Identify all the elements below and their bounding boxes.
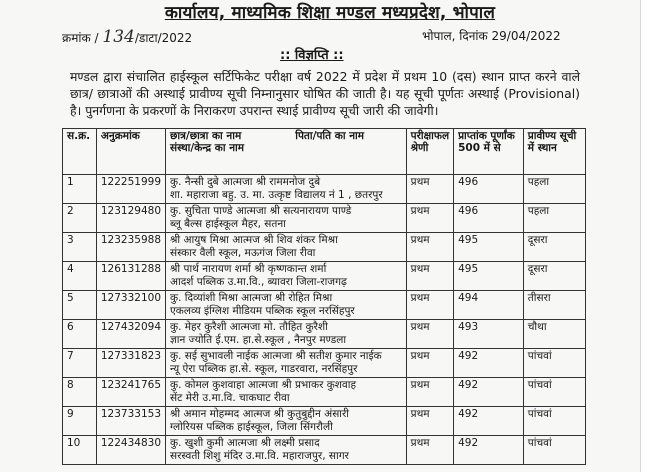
cell-category: प्रथम bbox=[406, 175, 453, 204]
cell-roll: 123733153 bbox=[96, 407, 165, 436]
cell-roll: 126131288 bbox=[96, 262, 165, 291]
table-row bbox=[63, 436, 586, 465]
header-guardian-name: पिता/पति का नाम bbox=[295, 130, 365, 142]
cell-marks: 492 bbox=[454, 436, 524, 465]
cell-rank: पांचवां bbox=[523, 349, 585, 378]
merit-list-body bbox=[63, 175, 586, 465]
cell-name: कु. कोमल कुशवाहा आत्मजा श्री प्रभाकर कुशवाह सेंट मेरी उ.मा.वि. चाकघाट रीवा bbox=[166, 378, 407, 407]
header-roll: अनुक्रमांक bbox=[96, 129, 165, 175]
cell-name: कु. सई सुभावली नाईक आत्मजा श्री सतीश कुमार नाईक न्यू ऐरा पब्लिक हा.से. स्कूल, गाडरवारा, नरसिंहपुर bbox=[166, 349, 407, 378]
cell-rank: चौथा bbox=[523, 320, 585, 349]
cell-marks: 492 bbox=[454, 407, 524, 436]
cell-name: श्री अमान मोहम्मद आत्मज श्री कुतुबुद्दीन अंसारी ग्लोरियस पब्लिक हाईस्कूल, जिला सिंगरौली bbox=[166, 407, 407, 436]
cell-roll: 127432094 bbox=[96, 320, 165, 349]
cell-name: कु. दिव्यांशी मिश्रा आत्मजा श्री रोहित मिश्रा एकलव्य इंग्लिश मीडियम पब्लिक स्कूल नरसिंहपुर bbox=[166, 291, 407, 320]
header-name bbox=[166, 129, 407, 175]
cell-sn: 4 bbox=[63, 262, 97, 291]
header-sn: स.क्र. bbox=[63, 129, 97, 175]
cell-name: श्री पार्थ नारायण शर्मा श्री कृष्णकान्त शर्मा आदर्श पब्लिक उ.मा.वि., ब्यावरा जिला-राजगढ़ bbox=[166, 262, 407, 291]
table-row bbox=[63, 262, 586, 291]
cell-rank: दूसरा bbox=[523, 262, 585, 291]
cell-category: प्रथम bbox=[406, 436, 453, 465]
cell-category: प्रथम bbox=[406, 262, 453, 291]
reference-handwritten-number: 134 bbox=[102, 27, 135, 47]
cell-name: कु. मेहर कुरैशी आत्मजा मो. तौहित कुरैशी ज्ञान ज्योति ई.एम. हा.से.स्कूल , नैनपुर मण्डला bbox=[166, 320, 407, 349]
cell-name: कु. सुचिता पाण्डे आत्मजा श्री सत्यनारायण पाण्डे ब्लू बैल्स हाईस्कूल मैहर, सतना bbox=[166, 204, 407, 233]
cell-sn: 2 bbox=[63, 204, 97, 233]
header-rank: प्रावीण्य सूची में स्थान bbox=[523, 129, 585, 175]
header-category: परीक्षाफल श्रेणी bbox=[406, 129, 453, 175]
cell-name: कु. खुशी कुमी आत्मजा श्री लक्ष्मी प्रसाद सरस्वती शिशु मंदिर उ.मा.वि. महाराजपुर, सागर bbox=[166, 436, 407, 465]
cell-roll: 127332100 bbox=[96, 291, 165, 320]
cell-marks: 493 bbox=[454, 320, 524, 349]
right-gutter bbox=[640, 0, 654, 472]
notice-title: :: विज्ञप्ति :: bbox=[280, 48, 344, 63]
place-date: भोपाल, दिनांक 29/04/2022 bbox=[422, 29, 561, 43]
header-school-name: संस्था/केन्द्र का नाम bbox=[170, 142, 245, 154]
reference-number: क्रमांक / 134/डाटा/2022 bbox=[62, 27, 193, 47]
cell-sn: 7 bbox=[63, 349, 97, 378]
table-row bbox=[63, 204, 586, 233]
cell-sn: 9 bbox=[63, 407, 97, 436]
table-header-row bbox=[63, 129, 586, 175]
cell-roll: 123129480 bbox=[96, 204, 165, 233]
cell-rank: दूसरा bbox=[523, 233, 585, 262]
cell-roll: 127331823 bbox=[96, 349, 165, 378]
table-row bbox=[63, 378, 586, 407]
cell-name: श्री आयुष मिश्रा आत्मज श्री शिव शंकर मिश्रा संस्कार वैली स्कूल, मऊगंज जिला रीवा bbox=[166, 233, 407, 262]
table-row bbox=[63, 233, 586, 262]
table-row bbox=[63, 407, 586, 436]
cell-name: कु. नैन्सी दुबे आत्मजा श्री राममनोज दुबे शा. महाराजा बहु. उ. मा. उत्कृष्ट विद्यालय नं 1 , छतरपुर bbox=[166, 175, 407, 204]
cell-sn: 1 bbox=[63, 175, 97, 204]
cell-category: प्रथम bbox=[406, 378, 453, 407]
cell-marks: 496 bbox=[454, 175, 524, 204]
cell-marks: 492 bbox=[454, 378, 524, 407]
cell-sn: 10 bbox=[63, 436, 97, 465]
cell-sn: 5 bbox=[63, 291, 97, 320]
cell-marks: 495 bbox=[454, 262, 524, 291]
cell-marks: 494 bbox=[454, 291, 524, 320]
cell-roll: 122434830 bbox=[96, 436, 165, 465]
reference-label: क्रमांक bbox=[62, 31, 91, 45]
cell-category: प्रथम bbox=[406, 349, 453, 378]
cell-roll: 123235988 bbox=[96, 233, 165, 262]
cell-marks: 492 bbox=[454, 349, 524, 378]
table-row bbox=[63, 175, 586, 204]
cell-category: प्रथम bbox=[406, 233, 453, 262]
cell-marks: 495 bbox=[454, 233, 524, 262]
cell-rank: पांचवां bbox=[523, 436, 585, 465]
cell-category: प्रथम bbox=[406, 320, 453, 349]
cell-sn: 8 bbox=[63, 378, 97, 407]
cell-rank: पहला bbox=[523, 175, 585, 204]
cell-rank: तीसरा bbox=[523, 291, 585, 320]
cell-sn: 3 bbox=[63, 233, 97, 262]
cell-category: प्रथम bbox=[406, 407, 453, 436]
cell-rank: पांचवां bbox=[523, 378, 585, 407]
office-header: कार्यालय, माध्यमिक शिक्षा मण्डल मध्यप्रदेश, भोपाल bbox=[164, 3, 496, 23]
table-row bbox=[63, 291, 586, 320]
cell-roll: 123241765 bbox=[96, 378, 165, 407]
cell-rank: पहला bbox=[523, 204, 585, 233]
cell-rank: पांचवां bbox=[523, 407, 585, 436]
cell-category: प्रथम bbox=[406, 204, 453, 233]
reference-suffix: /डाटा/2022 bbox=[134, 31, 193, 45]
table-row bbox=[63, 349, 586, 378]
cell-category: प्रथम bbox=[406, 291, 453, 320]
table-row bbox=[63, 320, 586, 349]
cell-sn: 6 bbox=[63, 320, 97, 349]
header-student-name: छात्र/छात्रा का नाम bbox=[170, 130, 242, 142]
notice-body: मण्डल द्वारा संचालित हाईस्कूल सर्टिफिकेट परीक्षा वर्ष 2022 में प्रदेश में प्रथम 10 (दस) स्थान प्राप्त करने वाले छात्र/ छात्राओं की अस्थाई प्रावीण्य सूची निम्नानुसार घोषित की जाती है। यह सूची पूर्णतः अस्थाई (Provisional) है। पुनर्गणना के प्रकरणों के निराकरण उपरान्त स्थाई प्रावीण्य सूची जारी की जावेगी। bbox=[70, 69, 580, 118]
merit-list-table bbox=[62, 128, 586, 465]
cell-roll: 122251999 bbox=[96, 175, 165, 204]
cell-marks: 496 bbox=[454, 204, 524, 233]
header-marks: प्राप्तांक पूर्णांक 500 में से bbox=[454, 129, 524, 175]
